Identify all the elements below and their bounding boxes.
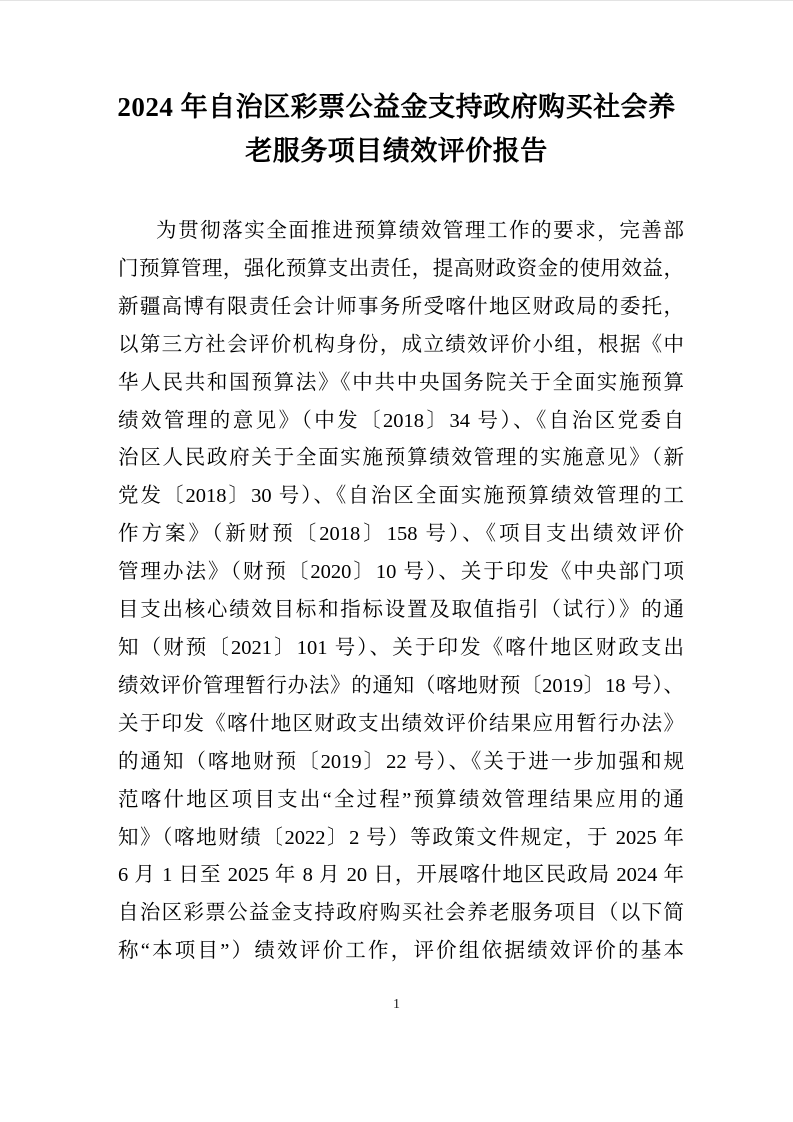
body-text-line: 为贯彻落实全面推进预算绩效管理工作的要求，完善部 (156, 220, 684, 242)
body-text-line: 自治区彩票公益金支持政府购买社会养老服务项目（以下简 (118, 902, 684, 925)
document-title-line: 老服务项目绩效评价报告 (245, 136, 548, 166)
body-text-line: 华人民共和国预算法》《中共中央国务院关于全面实施预算 (118, 371, 684, 394)
body-text-line: 新疆高博有限责任会计师事务所受喀什地区财政局的委托， (118, 295, 684, 318)
body-text-line: 党发〔2018〕30 号）、《自治区全面实施预算绩效管理的工 (118, 485, 684, 508)
body-text-line: 关于印发《喀什地区财政支出绩效评价结果应用暂行办法》 (118, 712, 684, 735)
body-text-line: 管理办法》（财预〔2020〕10 号）、关于印发《中央部门项 (118, 561, 684, 584)
body-text-line: 称“本项目”）绩效评价工作，评价组依据绩效评价的基本 (118, 940, 684, 963)
body-text-line: 治区人民政府关于全面实施预算绩效管理的实施意见》（新 (118, 447, 684, 470)
body-text-line: 绩效评价管理暂行办法》的通知（喀地财预〔2019〕18 号）、 (118, 674, 684, 697)
document-title-line: 2024 年自治区彩票公益金支持政府购买社会养 (117, 92, 676, 122)
body-text-line: 门预算管理，强化预算支出责任，提高财政资金的使用效益， (118, 257, 684, 280)
document-title (0, 85, 793, 173)
body-text-line: 的通知（喀地财预〔2019〕22 号）、《关于进一步加强和规 (118, 750, 684, 773)
body-text-line: 6 月 1 日至 2025 年 8 月 20 日，开展喀什地区民政局 2024 年 (118, 864, 684, 887)
body-text-line: 知（财预〔2021〕101 号）、关于印发《喀什地区财政支出 (118, 636, 684, 659)
body-text-line: 知》（喀地财绩〔2022〕2 号）等政策文件规定，于 2025 年 (118, 826, 684, 849)
body-text-line: 以第三方社会评价机构身份，成立绩效评价小组，根据《中 (118, 333, 684, 356)
body-paragraph (118, 213, 684, 971)
body-text-line: 目支出核心绩效目标和指标设置及取值指引（试行）》的通 (118, 599, 684, 622)
body-text-line: 作方案》（新财预〔2018〕158 号）、《项目支出绩效评价 (118, 523, 684, 546)
page-number: 1 (393, 997, 400, 1012)
body-text-line: 绩效管理的意见》（中发〔2018〕34 号）、《自治区党委自 (118, 409, 684, 432)
body-text-line: 范喀什地区项目支出“全过程”预算绩效管理结果应用的通 (118, 788, 684, 811)
